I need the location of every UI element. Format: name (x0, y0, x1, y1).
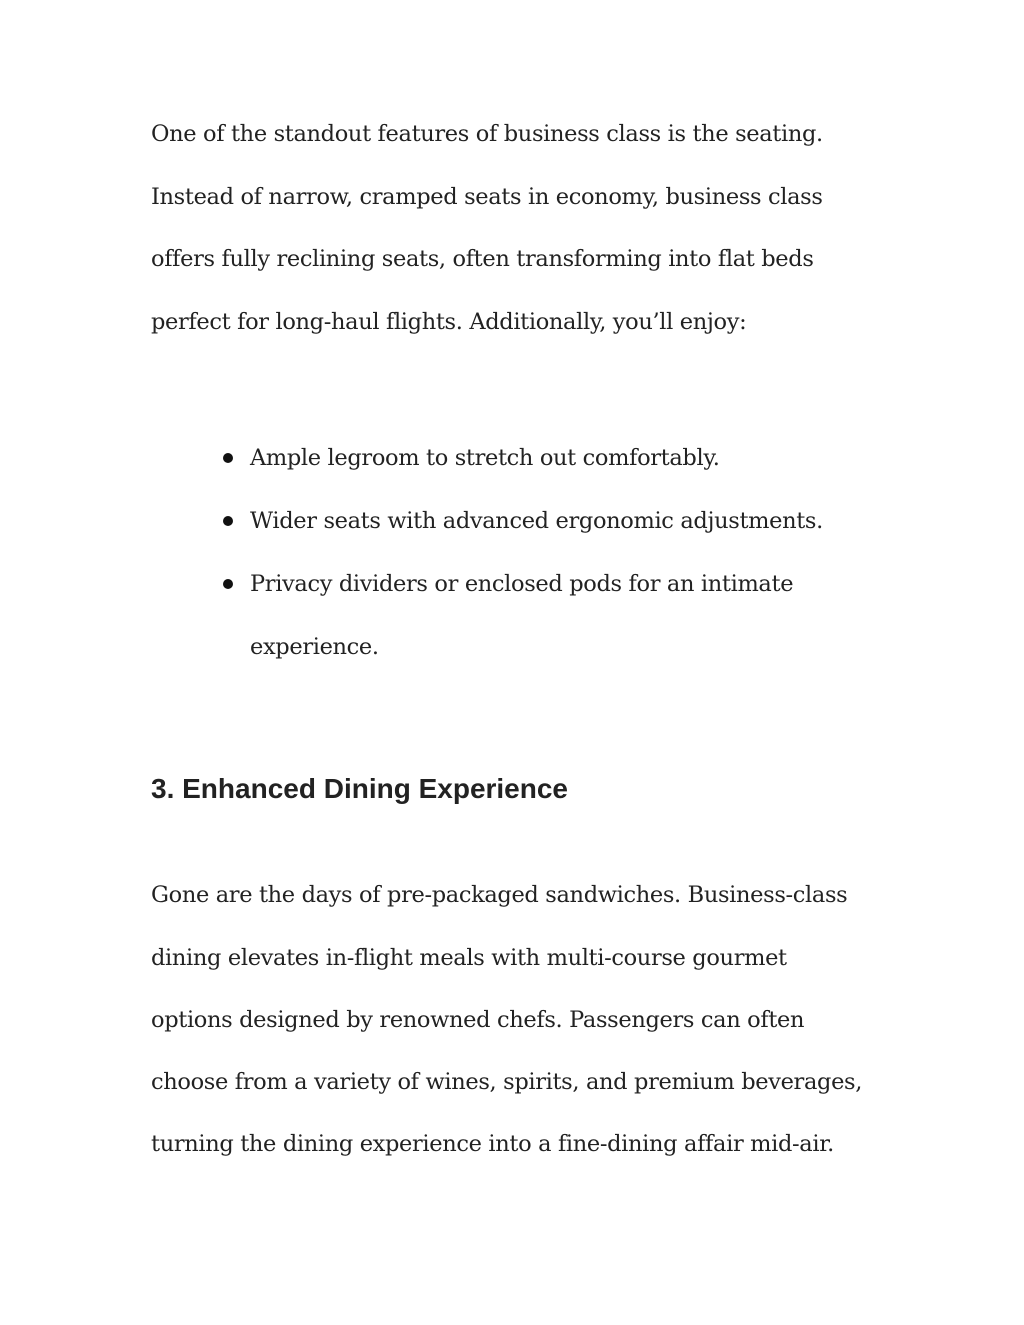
bullet-icon (223, 579, 233, 589)
section-heading: 3. Enhanced Dining Experience (151, 773, 569, 804)
paragraph-line: options designed by renowned chefs. Passengers can often (151, 1007, 805, 1033)
paragraph-line: offers fully reclining seats, often transforming into flat beds (151, 246, 814, 272)
bullet-icon (223, 453, 233, 463)
list-item-text: Wider seats with advanced ergonomic adjustments. (250, 508, 823, 534)
paragraph-line: turning the dining experience into a fine-dining affair mid-air. (151, 1131, 834, 1157)
paragraph-line: perfect for long-haul flights. Additionally, you’ll enjoy: (151, 309, 747, 335)
list-item-continuation: experience. (250, 634, 379, 660)
paragraph-line: choose from a variety of wines, spirits, and premium beverages, (151, 1069, 863, 1095)
paragraph-line: One of the standout features of business class is the seating. (151, 121, 823, 147)
paragraph-line: Gone are the days of pre-packaged sandwiches. Business-class (151, 882, 848, 908)
paragraph-line: dining elevates in-flight meals with multi-course gourmet (151, 945, 787, 971)
paragraph-line: Instead of narrow, cramped seats in economy, business class (151, 184, 823, 210)
list-item-text: Privacy dividers or enclosed pods for an intimate (250, 571, 794, 597)
bullet-icon (223, 516, 233, 526)
list-item-text: Ample legroom to stretch out comfortably. (250, 445, 720, 471)
